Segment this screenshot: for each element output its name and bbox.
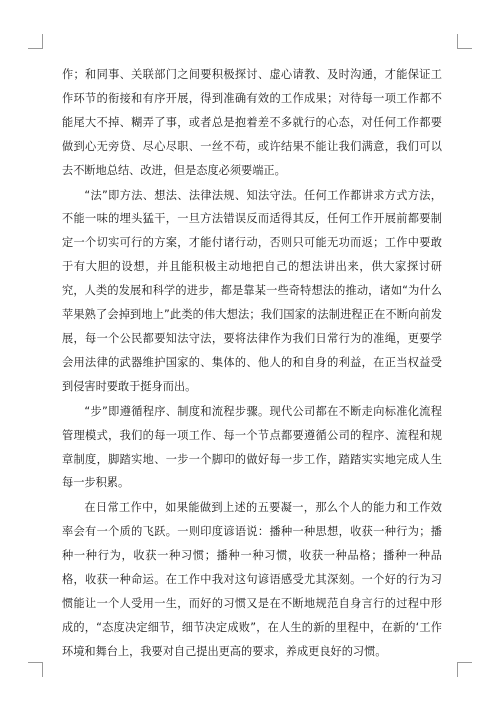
paragraph-continuation: 作；和同事、关联部门之间要积极探讨、虚心请教、及时沟通，才能保证工作环节的衔接和有序开展，得到准确有效的工作成果；对待每一项工作都不能尾大不掉、糊弄了事，或者总是抱着差不多就行的心态，对任何工作都要做到心无旁贷、尽心尽职、一丝不苟，或许结果不能让我们满意，我们可以去不断地总结、改进，但是态度必须要端正。: [62, 68, 442, 177]
document-body: [62, 63, 442, 665]
crop-mark-bottom-left: [28, 662, 43, 677]
paragraph-daily-work: 在日常工作中，如果能做到上述的五要凝一，那么个人的能力和工作效率会有一个质的飞跃。一则印度谚语说：播种一种思想，收获一种行为；播种一种行为，收获一种习惯；播种一种习惯，收获一种品格；播种一种品格，收获一种命运。在工作中我对这句谚语感受尤其深刻。一个好的行为习惯能让一个人受用一生，而好的习惯又是在不断地规范自身言行的过程中形成的，“态度决定细节，细节决定成败”，在人生的新的里程中，在新的‘工作环境和舞台上，我要对自己提出更高的要求，养成更良好的习惯。: [62, 501, 442, 658]
crop-mark-top-left: [28, 34, 43, 49]
paragraph-bu: “步”即遵循程序、制度和流程步骤。现代公司都在不断走向标准化流程管理模式，我们的每一项工作、每一个节点都要遵循公司的程序、流程和规章制度，脚踏实地、一步一个脚印的做好每一步工作，踏踏实实地完成人生每一步积累。: [62, 404, 442, 490]
paragraph-fa: “法”即方法、想法、法律法规、知法守法。任何工作都讲求方式方法，不能一味的埋头猛干，一旦方法错误反而适得其反，任何工作开展前都要制定一个切实可行的方案，才能付诸行动，否则只可能无功而返；工作中要敢于有大胆的设想，并且能积极主动地把自己的想法讲出来，供大家探讨研究，人类的发展和科学的进步，都是靠某一些奇特想法的推动，诸如“为什么苹果熟了会掉到地上”此类的伟大想法；我们国家的法制进程正在不断向前发展，每一个公民都要知法守法，要将法律作为我们日常行为的准绳，更要学会用法律的武器维护国家的、集体的、他人的和自身的利益，在正当权益受到侵害时要敢于挺身而出。: [62, 188, 442, 393]
crop-mark-top-right: [457, 34, 472, 49]
crop-mark-bottom-right: [457, 662, 472, 677]
